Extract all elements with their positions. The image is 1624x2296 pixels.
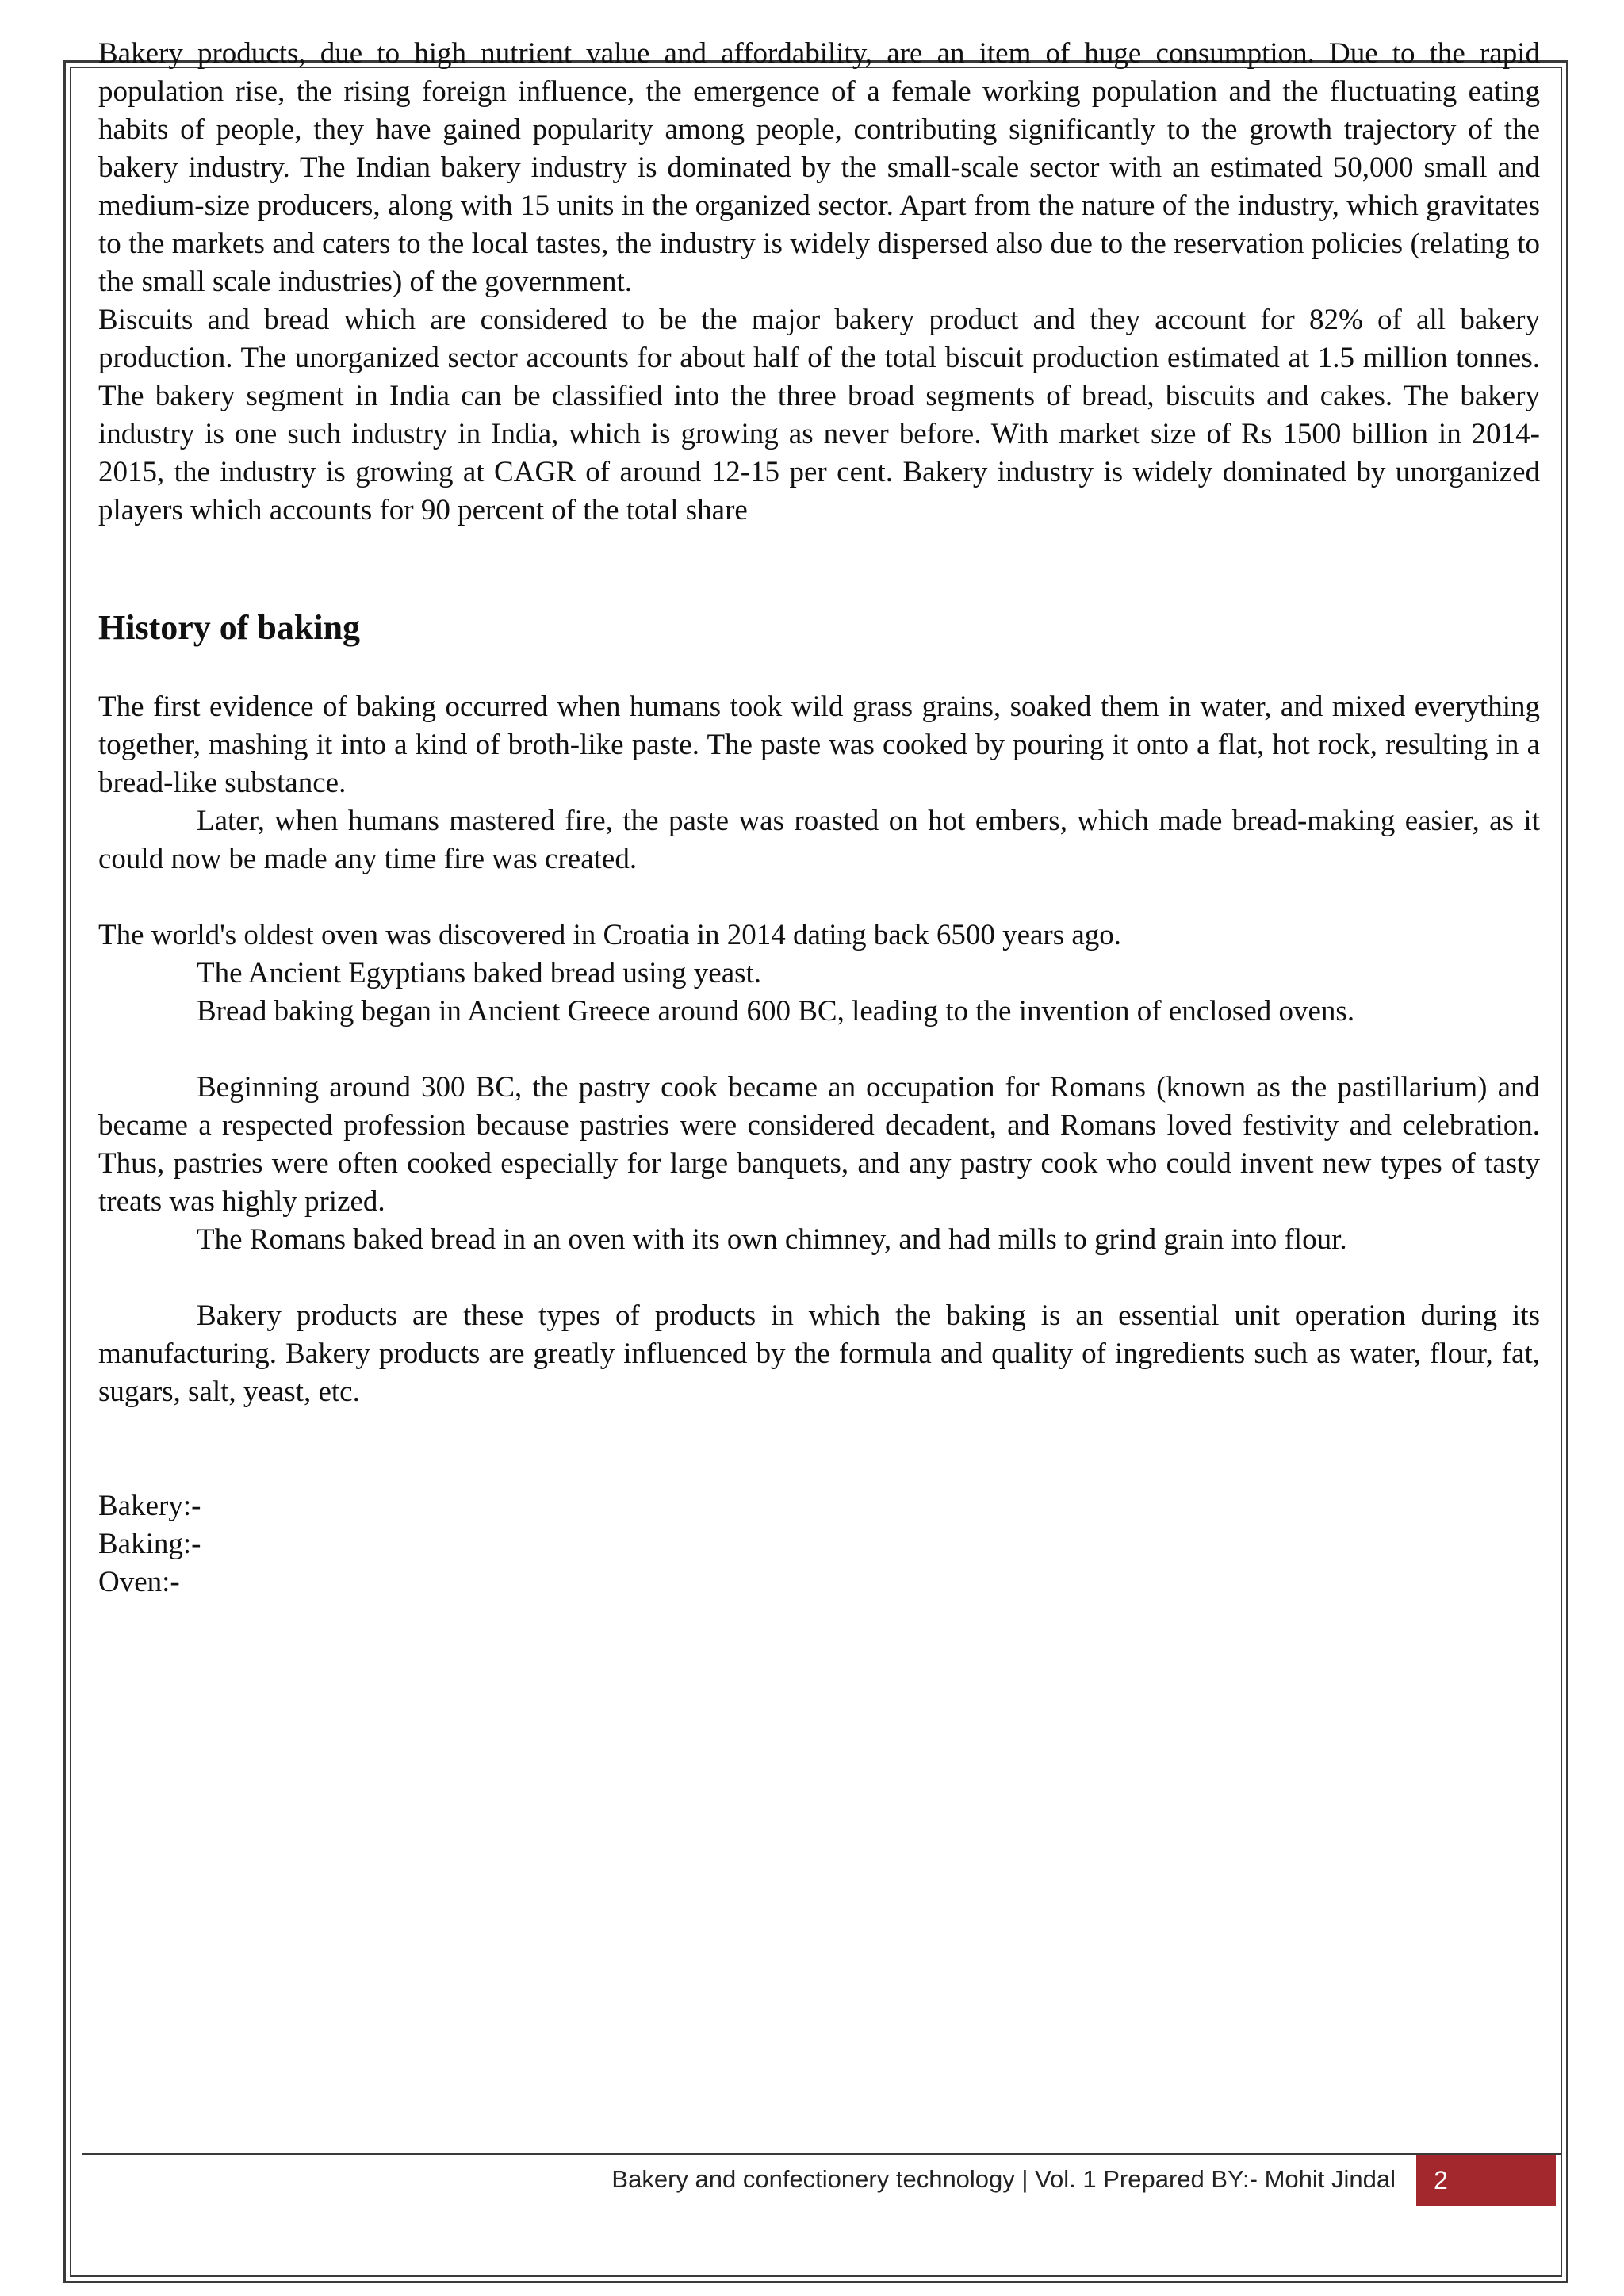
intro-paragraph-2: Biscuits and bread which are considered to be the major bakery product and they account for 82% of all bakery production. The unorganized sector accounts for about half of the total biscuit production estimated at 1.5 million tonnes. The bakery segment in India can be classified into the three broad segments of bread, biscuits and cakes. The bakery industry is one such industry in India, which is growing as never before. With market size of Rs 1500 billion in 2014-2015, the industry is growing at CAGR of around 12-15 per cent. Bakery industry is widely dominated by unorganized players which accounts for 90 percent of the total share	[98, 304, 1540, 526]
history-paragraph-7: The Romans baked bread in an oven with its own chimney, and had mills to grind grain into flour.	[197, 1223, 1347, 1256]
spacer	[98, 1031, 1540, 1069]
history-paragraph-5: Bread baking began in Ancient Greece around 600 BC, leading to the invention of enclosed ovens.	[197, 995, 1355, 1027]
history-paragraph-3: The world's oldest oven was discovered in Croatia in 2014 dating back 6500 years ago.	[98, 919, 1122, 951]
history-paragraph-6: Beginning around 300 BC, the pastry cook became an occupation for Romans (known as the pastillarium) and became a respected profession because pastries were considered decadent, and Romans loved festivity and celebration. Thus, pastries were often cooked especially for large banquets, and any pastry cook who could invent new types of tasty treats was highly prized.	[98, 1071, 1540, 1218]
history-paragraph-8: Bakery products are these types of products in which the baking is an essential unit operation during its manufacturing. Bakery products are greatly influenced by the formula and quality of ingredients such as water, flour, fat, sugars, salt, yeast, etc.	[98, 1299, 1540, 1408]
label-oven: Oven:-	[98, 1566, 180, 1598]
spacer	[98, 650, 1540, 688]
label-baking: Baking:-	[98, 1528, 201, 1560]
definition-labels	[98, 1487, 1540, 1601]
section-heading-history: History of baking	[98, 608, 361, 647]
intro-paragraph-1: Bakery products, due to high nutrient value and affordability, are an item of huge consumption. Due to the rapid population rise, the rising foreign influence, the emergence of a female working population and the fluctuating eating habits of people, they have gained popularity among people, contributing significantly to the growth trajectory of the bakery industry. The Indian bakery industry is dominated by the small-scale sector with an estimated 50,000 small and medium-size producers, along with 15 units in the organized sector. Apart from the nature of the industry, which gravitates to the markets and caters to the local tastes, the industry is widely dispersed also due to the reservation policies (relating to the small scale industries) of the government.	[98, 37, 1540, 298]
history-paragraph-2: Later, when humans mastered fire, the paste was roasted on hot embers, which made bread-making easier, as it could now be made any time fire was created.	[98, 805, 1540, 875]
spacer	[98, 530, 1540, 606]
document-body	[98, 35, 1540, 1601]
footer-caption: Bakery and confectionery technology | Vol. 1 Prepared BY:- Mohit Jindal	[611, 2165, 1396, 2193]
history-paragraph-1: The first evidence of baking occurred when humans took wild grass grains, soaked them in water, and mixed everything together, mashing it into a kind of broth-like paste. The paste was cooked by pouring it onto a flat, hot rock, resulting in a bread-like substance.	[98, 691, 1540, 799]
label-bakery: Bakery:-	[98, 1490, 201, 1522]
page-number-badge: 2	[1416, 2155, 1556, 2206]
spacer	[98, 878, 1540, 916]
history-paragraph-4: The Ancient Egyptians baked bread using yeast.	[197, 957, 762, 989]
spacer	[98, 1259, 1540, 1297]
spacer	[98, 1411, 1540, 1487]
